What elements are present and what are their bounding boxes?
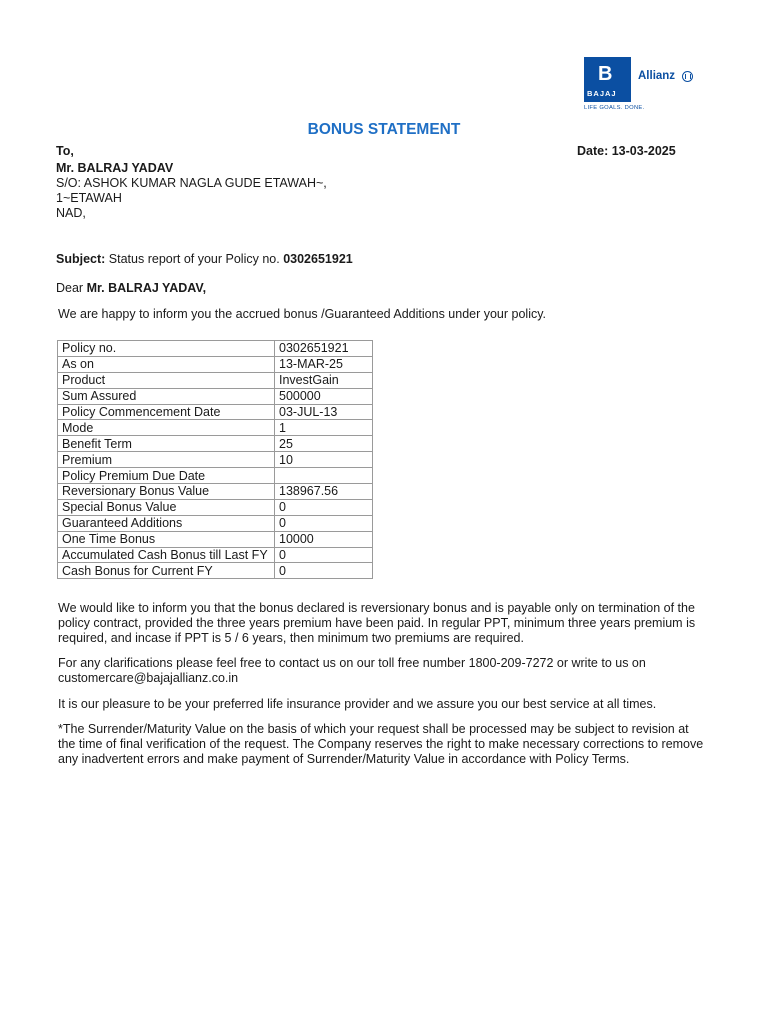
table-cell-value: 0 (275, 563, 373, 579)
allianz-emblem-icon (682, 71, 693, 82)
table-row (58, 547, 373, 563)
greeting-name: Mr. BALRAJ YADAV, (86, 281, 207, 295)
recipient-address-line1: S/O: ASHOK KUMAR NAGLA GUDE ETAWAH~, (56, 176, 327, 190)
table-cell-value: 13-MAR-25 (275, 356, 373, 372)
to-label: To, (56, 144, 74, 158)
table-cell-value: 0302651921 (275, 341, 373, 357)
assurance-paragraph: It is our pleasure to be your preferred life insurance provider and we assure you our best service at all times. (58, 697, 657, 711)
table-row (58, 372, 373, 388)
table-cell-label: Sum Assured (58, 388, 275, 404)
table-cell-label: Product (58, 372, 275, 388)
table-cell-value: 25 (275, 436, 373, 452)
bajaj-logo-text: BAJAJ (587, 89, 617, 98)
table-cell-label: Guaranteed Additions (58, 515, 275, 531)
table-row (58, 420, 373, 436)
table-cell-value: 0 (275, 547, 373, 563)
intro-text: We are happy to inform you the accrued bonus /Guaranteed Additions under your policy. (58, 307, 547, 321)
bajaj-logo-letter: B (598, 63, 613, 85)
table-cell-value (275, 468, 373, 484)
greeting-prefix: Dear (56, 281, 84, 295)
table-cell-value: 138967.56 (275, 484, 373, 500)
table-row (58, 356, 373, 372)
bajaj-logo-mark (584, 57, 631, 102)
document-title: BONUS STATEMENT (307, 121, 461, 138)
table-row (58, 388, 373, 404)
table-cell-value: InvestGain (275, 372, 373, 388)
table-cell-label: Policy no. (58, 341, 275, 357)
table-cell-label: Mode (58, 420, 275, 436)
contact-paragraph: For any clarifications please feel free to contact us on our toll free number 1800-209-7272 or write to us on customercare@bajajallianz.co.in (58, 656, 646, 685)
table-cell-value: 500000 (275, 388, 373, 404)
table-row (58, 515, 373, 531)
table-cell-label: As on (58, 356, 275, 372)
subject-line (56, 252, 353, 267)
table-cell-label: Benefit Term (58, 436, 275, 452)
table-cell-value: 03-JUL-13 (275, 404, 373, 420)
bajaj-allianz-logo (584, 57, 696, 113)
table-row (58, 436, 373, 452)
table-cell-label: Cash Bonus for Current FY (58, 563, 275, 579)
bonus-details-table (57, 340, 373, 579)
table-cell-label: Special Bonus Value (58, 499, 275, 515)
table-row (58, 563, 373, 579)
table-row (58, 404, 373, 420)
table-row (58, 531, 373, 547)
table-row (58, 468, 373, 484)
subject-policy-number: 0302651921 (283, 252, 353, 266)
recipient-address-line3: NAD, (56, 206, 86, 220)
recipient-name: Mr. BALRAJ YADAV (56, 161, 174, 175)
recipient-address-line2: 1~ETAWAH (56, 191, 122, 205)
subject-label: Subject: (56, 252, 106, 266)
table-cell-label: Policy Premium Due Date (58, 468, 275, 484)
statement-date: Date: 13-03-2025 (577, 144, 676, 158)
table-row (58, 484, 373, 500)
table-row (58, 452, 373, 468)
table-cell-label: Policy Commencement Date (58, 404, 275, 420)
table-cell-label: Accumulated Cash Bonus till Last FY (58, 547, 275, 563)
bonus-info-paragraph: We would like to inform you that the bonus declared is reversionary bonus and is payable only on termination of the policy contract, provided the three years premium have been paid. In regular PPT, minimum three years premium is required, and incase if PPT is 5 / 6 years, then minimum two premiums are required. (58, 601, 696, 645)
allianz-logo-text: Allianz (638, 70, 676, 82)
table-row (58, 341, 373, 357)
table-cell-value: 0 (275, 515, 373, 531)
table-cell-value: 1 (275, 420, 373, 436)
table-cell-value: 0 (275, 499, 373, 515)
table-cell-label: Reversionary Bonus Value (58, 484, 275, 500)
subject-text: Status report of your Policy no. (108, 252, 280, 266)
table-cell-label: One Time Bonus (58, 531, 275, 547)
table-cell-value: 10 (275, 452, 373, 468)
table-row (58, 499, 373, 515)
table-cell-label: Premium (58, 452, 275, 468)
greeting (56, 281, 206, 296)
logo-tagline: LIFE GOALS. DONE. (584, 105, 645, 111)
surrender-disclaimer-paragraph: *The Surrender/Maturity Value on the basis of which your request shall be processed may be subject to revision at the time of final verification of the request. The Company reserves the right to make necessary corrections to remove any inadvertent errors and make payment of Surrender/Maturity Value in accordance with Policy Terms. (58, 722, 704, 766)
table-cell-value: 10000 (275, 531, 373, 547)
